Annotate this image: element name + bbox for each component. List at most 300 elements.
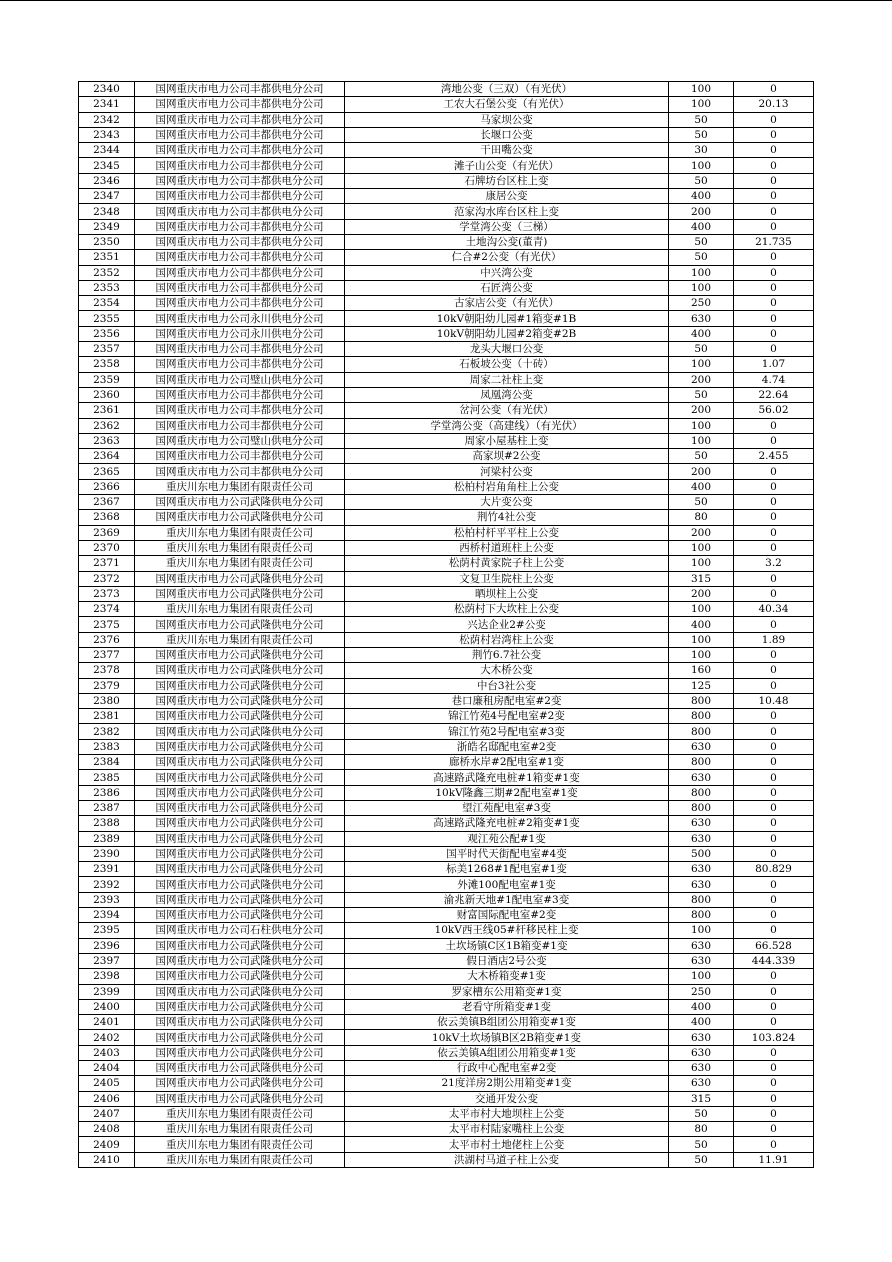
capacity-cell: 50: [669, 495, 734, 510]
row-number-cell: 2352: [79, 265, 135, 280]
table-row: [79, 1045, 814, 1060]
transformer-name-cell: 中台3社公变: [345, 678, 669, 693]
capacity-cell: 200: [669, 403, 734, 418]
value-cell: 0: [734, 1091, 814, 1106]
capacity-cell: 100: [669, 602, 734, 617]
transformer-name-cell: 松柏村岩角角柱上公变: [345, 479, 669, 494]
value-cell: 66.528: [734, 938, 814, 953]
row-number-cell: 2397: [79, 953, 135, 968]
value-cell: 0: [734, 908, 814, 923]
capacity-cell: 50: [669, 387, 734, 402]
capacity-cell: 315: [669, 1091, 734, 1106]
company-name-cell: 重庆川东电力集团有限责任公司: [135, 602, 345, 617]
value-cell: 0: [734, 663, 814, 678]
table-row: [79, 265, 814, 280]
transformer-name-cell: 西桥村道班柱上公变: [345, 540, 669, 555]
value-cell: 0: [734, 678, 814, 693]
table-row: [79, 1015, 814, 1030]
capacity-cell: 630: [669, 938, 734, 953]
row-number-cell: 2362: [79, 418, 135, 433]
transformer-name-cell: 康居公变: [345, 189, 669, 204]
row-number-cell: 2350: [79, 234, 135, 249]
transformer-name-cell: 周家二社柱上变: [345, 372, 669, 387]
row-number-cell: 2370: [79, 540, 135, 555]
transformer-name-cell: 国平时代天街配电室#4变: [345, 846, 669, 861]
capacity-cell: 80: [669, 510, 734, 525]
table-row: [79, 219, 814, 234]
value-cell: 10.48: [734, 693, 814, 708]
transformer-name-cell: 松荫村岩湾柱上公变: [345, 632, 669, 647]
capacity-cell: 400: [669, 999, 734, 1014]
transformer-name-cell: 廊桥水岸#2配电室#1变: [345, 755, 669, 770]
row-number-cell: 2403: [79, 1045, 135, 1060]
table-row: [79, 540, 814, 555]
value-cell: 40.34: [734, 602, 814, 617]
table-row: [79, 112, 814, 127]
row-number-cell: 2361: [79, 403, 135, 418]
value-cell: 0: [734, 831, 814, 846]
capacity-cell: 800: [669, 908, 734, 923]
capacity-cell: 100: [669, 556, 734, 571]
company-name-cell: 国网重庆市电力公司武隆供电分公司: [135, 846, 345, 861]
value-cell: 0: [734, 479, 814, 494]
transformer-name-cell: 高家坝#2公变: [345, 449, 669, 464]
transformer-name-cell: 岔河公变（有光伏）: [345, 403, 669, 418]
capacity-cell: 400: [669, 326, 734, 341]
company-name-cell: 国网重庆市电力公司石柱供电分公司: [135, 923, 345, 938]
company-name-cell: 国网重庆市电力公司丰都供电分公司: [135, 234, 345, 249]
value-cell: 0: [734, 923, 814, 938]
capacity-cell: 630: [669, 862, 734, 877]
capacity-cell: 630: [669, 877, 734, 892]
table-row: [79, 158, 814, 173]
capacity-cell: 100: [669, 540, 734, 555]
table-row: [79, 280, 814, 295]
capacity-cell: 400: [669, 189, 734, 204]
transformer-name-cell: 财富国际配电室#2变: [345, 908, 669, 923]
value-cell: 11.91: [734, 1152, 814, 1167]
capacity-cell: 800: [669, 892, 734, 907]
capacity-cell: 100: [669, 923, 734, 938]
company-name-cell: 国网重庆市电力公司武隆供电分公司: [135, 1045, 345, 1060]
value-cell: 0: [734, 1076, 814, 1091]
row-number-cell: 2400: [79, 999, 135, 1014]
row-number-cell: 2399: [79, 984, 135, 999]
company-name-cell: 国网重庆市电力公司丰都供电分公司: [135, 204, 345, 219]
capacity-cell: 400: [669, 479, 734, 494]
transformer-name-cell: 标美1268#1配电室#1变: [345, 862, 669, 877]
company-name-cell: 国网重庆市电力公司武隆供电分公司: [135, 678, 345, 693]
row-number-cell: 2392: [79, 877, 135, 892]
transformer-name-cell: 假日酒店2号公变: [345, 953, 669, 968]
table-row: [79, 693, 814, 708]
value-cell: 0: [734, 770, 814, 785]
capacity-cell: 50: [669, 234, 734, 249]
table-row: [79, 357, 814, 372]
table-row: [79, 510, 814, 525]
value-cell: 0: [734, 800, 814, 815]
row-number-cell: 2344: [79, 143, 135, 158]
value-cell: 0: [734, 418, 814, 433]
row-number-cell: 2373: [79, 586, 135, 601]
value-cell: 0: [734, 739, 814, 754]
row-number-cell: 2356: [79, 326, 135, 341]
transformer-name-cell: 大木桥箱变#1变: [345, 969, 669, 984]
value-cell: 0: [734, 1122, 814, 1137]
transformer-name-cell: 长堰口公变: [345, 127, 669, 142]
value-cell: 0: [734, 311, 814, 326]
row-number-cell: 2404: [79, 1061, 135, 1076]
row-number-cell: 2347: [79, 189, 135, 204]
company-name-cell: 重庆川东电力集团有限责任公司: [135, 556, 345, 571]
row-number-cell: 2379: [79, 678, 135, 693]
table-row: [79, 173, 814, 188]
row-number-cell: 2394: [79, 908, 135, 923]
row-number-cell: 2358: [79, 357, 135, 372]
company-name-cell: 国网重庆市电力公司丰都供电分公司: [135, 418, 345, 433]
value-cell: 4.74: [734, 372, 814, 387]
table-row: [79, 495, 814, 510]
company-name-cell: 国网重庆市电力公司武隆供电分公司: [135, 800, 345, 815]
value-cell: 22.64: [734, 387, 814, 402]
company-name-cell: 国网重庆市电力公司丰都供电分公司: [135, 250, 345, 265]
capacity-cell: 800: [669, 709, 734, 724]
company-name-cell: 重庆川东电力集团有限责任公司: [135, 1152, 345, 1167]
company-name-cell: 国网重庆市电力公司丰都供电分公司: [135, 112, 345, 127]
company-name-cell: 国网重庆市电力公司武隆供电分公司: [135, 663, 345, 678]
value-cell: 0: [734, 755, 814, 770]
value-cell: 0: [734, 846, 814, 861]
row-number-cell: 2406: [79, 1091, 135, 1106]
capacity-cell: 400: [669, 219, 734, 234]
row-number-cell: 2408: [79, 1122, 135, 1137]
company-name-cell: 国网重庆市电力公司永川供电分公司: [135, 311, 345, 326]
transformer-name-cell: 太平市村大地坝柱上公变: [345, 1106, 669, 1121]
table-row: [79, 831, 814, 846]
row-number-cell: 2348: [79, 204, 135, 219]
capacity-cell: 250: [669, 984, 734, 999]
value-cell: 0: [734, 112, 814, 127]
table-row: [79, 984, 814, 999]
company-name-cell: 国网重庆市电力公司璧山供电分公司: [135, 372, 345, 387]
company-name-cell: 国网重庆市电力公司武隆供电分公司: [135, 969, 345, 984]
row-number-cell: 2374: [79, 602, 135, 617]
row-number-cell: 2383: [79, 739, 135, 754]
value-cell: 0: [734, 464, 814, 479]
table-row: [79, 1137, 814, 1152]
capacity-cell: 315: [669, 571, 734, 586]
capacity-cell: 50: [669, 112, 734, 127]
row-number-cell: 2393: [79, 892, 135, 907]
table-row: [79, 479, 814, 494]
capacity-cell: 630: [669, 770, 734, 785]
table-row: [79, 1030, 814, 1045]
value-cell: 0: [734, 999, 814, 1014]
row-number-cell: 2368: [79, 510, 135, 525]
transformer-name-cell: 荆竹6.7社公变: [345, 647, 669, 662]
row-number-cell: 2341: [79, 97, 135, 112]
value-cell: 3.2: [734, 556, 814, 571]
transformer-name-cell: 依云美镇A组团公用箱变#1变: [345, 1045, 669, 1060]
company-name-cell: 国网重庆市电力公司丰都供电分公司: [135, 97, 345, 112]
capacity-cell: 630: [669, 1045, 734, 1060]
table-row: [79, 602, 814, 617]
data-table: [78, 81, 814, 1168]
table-row: [79, 1091, 814, 1106]
transformer-name-cell: 望江苑配电室#3变: [345, 800, 669, 815]
company-name-cell: 国网重庆市电力公司武隆供电分公司: [135, 984, 345, 999]
value-cell: 0: [734, 571, 814, 586]
value-cell: 0: [734, 1106, 814, 1121]
row-number-cell: 2345: [79, 158, 135, 173]
value-cell: 0: [734, 173, 814, 188]
row-number-cell: 2380: [79, 693, 135, 708]
value-cell: 0: [734, 296, 814, 311]
capacity-cell: 250: [669, 296, 734, 311]
transformer-name-cell: 观江苑公配#1变: [345, 831, 669, 846]
value-cell: 0: [734, 1137, 814, 1152]
row-number-cell: 2387: [79, 800, 135, 815]
row-number-cell: 2409: [79, 1137, 135, 1152]
transformer-name-cell: 湾地公变（三双）（有光伏）: [345, 82, 669, 97]
row-number-cell: 2401: [79, 1015, 135, 1030]
company-name-cell: 国网重庆市电力公司丰都供电分公司: [135, 143, 345, 158]
transformer-name-cell: 中兴湾公变: [345, 265, 669, 280]
transformer-name-cell: 凤凰湾公变: [345, 387, 669, 402]
transformer-name-cell: 老看守所箱变#1变: [345, 999, 669, 1014]
transformer-name-cell: 学堂湾公变（三梯）: [345, 219, 669, 234]
table-row: [79, 449, 814, 464]
company-name-cell: 国网重庆市电力公司武隆供电分公司: [135, 953, 345, 968]
transformer-name-cell: 文复卫生院柱上公变: [345, 571, 669, 586]
capacity-cell: 160: [669, 663, 734, 678]
transformer-name-cell: 10kV隆鑫三期#2配电室#1变: [345, 785, 669, 800]
row-number-cell: 2377: [79, 647, 135, 662]
company-name-cell: 国网重庆市电力公司武隆供电分公司: [135, 1076, 345, 1091]
company-name-cell: 国网重庆市电力公司武隆供电分公司: [135, 1091, 345, 1106]
table-row: [79, 403, 814, 418]
row-number-cell: 2364: [79, 449, 135, 464]
transformer-name-cell: 太平市村陆家嘴柱上公变: [345, 1122, 669, 1137]
capacity-cell: 630: [669, 953, 734, 968]
company-name-cell: 国网重庆市电力公司武隆供电分公司: [135, 816, 345, 831]
table-row: [79, 143, 814, 158]
table-row: [79, 571, 814, 586]
transformer-name-cell: 古家店公变（有光伏）: [345, 296, 669, 311]
value-cell: 0: [734, 143, 814, 158]
transformer-name-cell: 渝兆新天地#1配电室#3变: [345, 892, 669, 907]
table-row: [79, 724, 814, 739]
transformer-name-cell: 外滩100配电室#1变: [345, 877, 669, 892]
row-number-cell: 2354: [79, 296, 135, 311]
transformer-name-cell: 洪湖村马道子柱上公变: [345, 1152, 669, 1167]
company-name-cell: 国网重庆市电力公司武隆供电分公司: [135, 831, 345, 846]
value-cell: 0: [734, 265, 814, 280]
company-name-cell: 国网重庆市电力公司武隆供电分公司: [135, 938, 345, 953]
capacity-cell: 100: [669, 280, 734, 295]
transformer-name-cell: 干田嘴公变: [345, 143, 669, 158]
capacity-cell: 100: [669, 265, 734, 280]
row-number-cell: 2349: [79, 219, 135, 234]
company-name-cell: 国网重庆市电力公司丰都供电分公司: [135, 403, 345, 418]
table-row: [79, 846, 814, 861]
company-name-cell: 国网重庆市电力公司武隆供电分公司: [135, 510, 345, 525]
top-rule: [0, 0, 892, 1]
table-row: [79, 586, 814, 601]
value-cell: 0: [734, 1045, 814, 1060]
table-row: [79, 770, 814, 785]
capacity-cell: 630: [669, 831, 734, 846]
company-name-cell: 重庆川东电力集团有限责任公司: [135, 1122, 345, 1137]
capacity-cell: 630: [669, 816, 734, 831]
company-name-cell: 国网重庆市电力公司丰都供电分公司: [135, 219, 345, 234]
table-row: [79, 709, 814, 724]
transformer-name-cell: 石牌坊台区柱上变: [345, 173, 669, 188]
transformer-name-cell: 周家小屋基柱上变: [345, 433, 669, 448]
table-row: [79, 296, 814, 311]
table-row: [79, 464, 814, 479]
transformer-name-cell: 行政中心配电室#2变: [345, 1061, 669, 1076]
capacity-cell: 50: [669, 1137, 734, 1152]
capacity-cell: 50: [669, 250, 734, 265]
table-row: [79, 97, 814, 112]
row-number-cell: 2407: [79, 1106, 135, 1121]
table-row: [79, 663, 814, 678]
capacity-cell: 100: [669, 82, 734, 97]
company-name-cell: 国网重庆市电力公司武隆供电分公司: [135, 892, 345, 907]
table-row: [79, 234, 814, 249]
company-name-cell: 国网重庆市电力公司武隆供电分公司: [135, 1015, 345, 1030]
transformer-name-cell: 松荫村黄家院子柱上公变: [345, 556, 669, 571]
row-number-cell: 2357: [79, 342, 135, 357]
company-name-cell: 重庆川东电力集团有限责任公司: [135, 1106, 345, 1121]
capacity-cell: 50: [669, 173, 734, 188]
capacity-cell: 50: [669, 1152, 734, 1167]
table-row: [79, 1106, 814, 1121]
transformer-name-cell: 兴达企业2#公变: [345, 617, 669, 632]
transformer-name-cell: 土坎场镇C区1B箱变#1变: [345, 938, 669, 953]
table-row: [79, 877, 814, 892]
table-row: [79, 127, 814, 142]
value-cell: 1.89: [734, 632, 814, 647]
row-number-cell: 2384: [79, 755, 135, 770]
value-cell: 20.13: [734, 97, 814, 112]
company-name-cell: 国网重庆市电力公司丰都供电分公司: [135, 342, 345, 357]
company-name-cell: 国网重庆市电力公司武隆供电分公司: [135, 647, 345, 662]
row-number-cell: 2376: [79, 632, 135, 647]
table-body: [79, 82, 814, 1168]
transformer-name-cell: 马家坝公变: [345, 112, 669, 127]
table-row: [79, 816, 814, 831]
company-name-cell: 国网重庆市电力公司丰都供电分公司: [135, 173, 345, 188]
row-number-cell: 2371: [79, 556, 135, 571]
transformer-name-cell: 工农大石堡公变（有光伏）: [345, 97, 669, 112]
company-name-cell: 国网重庆市电力公司武隆供电分公司: [135, 785, 345, 800]
row-number-cell: 2390: [79, 846, 135, 861]
table-row: [79, 908, 814, 923]
transformer-name-cell: 滩子山公变（有光伏）: [345, 158, 669, 173]
capacity-cell: 30: [669, 143, 734, 158]
table-row: [79, 433, 814, 448]
table-row: [79, 800, 814, 815]
value-cell: 0: [734, 540, 814, 555]
table-row: [79, 189, 814, 204]
value-cell: 0: [734, 326, 814, 341]
company-name-cell: 重庆川东电力集团有限责任公司: [135, 1137, 345, 1152]
table-row: [79, 739, 814, 754]
company-name-cell: 国网重庆市电力公司丰都供电分公司: [135, 265, 345, 280]
row-number-cell: 2402: [79, 1030, 135, 1045]
value-cell: 0: [734, 158, 814, 173]
value-cell: 0: [734, 816, 814, 831]
row-number-cell: 2372: [79, 571, 135, 586]
row-number-cell: 2343: [79, 127, 135, 142]
row-number-cell: 2389: [79, 831, 135, 846]
row-number-cell: 2355: [79, 311, 135, 326]
row-number-cell: 2375: [79, 617, 135, 632]
row-number-cell: 2369: [79, 525, 135, 540]
company-name-cell: 国网重庆市电力公司武隆供电分公司: [135, 739, 345, 754]
transformer-name-cell: 松荫村下大坎柱上公变: [345, 602, 669, 617]
row-number-cell: 2340: [79, 82, 135, 97]
capacity-cell: 100: [669, 418, 734, 433]
row-number-cell: 2386: [79, 785, 135, 800]
capacity-cell: 100: [669, 357, 734, 372]
row-number-cell: 2353: [79, 280, 135, 295]
capacity-cell: 100: [669, 158, 734, 173]
transformer-name-cell: 龙头大堰口公变: [345, 342, 669, 357]
row-number-cell: 2367: [79, 495, 135, 510]
table-row: [79, 755, 814, 770]
table-row: [79, 372, 814, 387]
table-row: [79, 387, 814, 402]
capacity-cell: 100: [669, 97, 734, 112]
row-number-cell: 2378: [79, 663, 135, 678]
value-cell: 0: [734, 724, 814, 739]
row-number-cell: 2342: [79, 112, 135, 127]
company-name-cell: 国网重庆市电力公司武隆供电分公司: [135, 693, 345, 708]
row-number-cell: 2363: [79, 433, 135, 448]
row-number-cell: 2360: [79, 387, 135, 402]
capacity-cell: 630: [669, 1061, 734, 1076]
value-cell: 0: [734, 877, 814, 892]
table-row: [79, 1076, 814, 1091]
value-cell: 0: [734, 82, 814, 97]
transformer-name-cell: 10kV土坎场镇B区2B箱变#1变: [345, 1030, 669, 1045]
capacity-cell: 100: [669, 969, 734, 984]
table-row: [79, 999, 814, 1014]
value-cell: 0: [734, 342, 814, 357]
capacity-cell: 200: [669, 464, 734, 479]
value-cell: 80.829: [734, 862, 814, 877]
capacity-cell: 50: [669, 1106, 734, 1121]
row-number-cell: 2395: [79, 923, 135, 938]
capacity-cell: 400: [669, 617, 734, 632]
transformer-name-cell: 晒坝柱上公变: [345, 586, 669, 601]
value-cell: 0: [734, 510, 814, 525]
company-name-cell: 国网重庆市电力公司武隆供电分公司: [135, 999, 345, 1014]
value-cell: 21.735: [734, 234, 814, 249]
company-name-cell: 国网重庆市电力公司武隆供电分公司: [135, 1061, 345, 1076]
transformer-name-cell: 锦江竹苑4号配电室#2变: [345, 709, 669, 724]
value-cell: 0: [734, 1015, 814, 1030]
value-cell: 0: [734, 495, 814, 510]
company-name-cell: 国网重庆市电力公司丰都供电分公司: [135, 158, 345, 173]
table-row: [79, 647, 814, 662]
value-cell: 0: [734, 1061, 814, 1076]
value-cell: 0: [734, 969, 814, 984]
value-cell: 103.824: [734, 1030, 814, 1045]
